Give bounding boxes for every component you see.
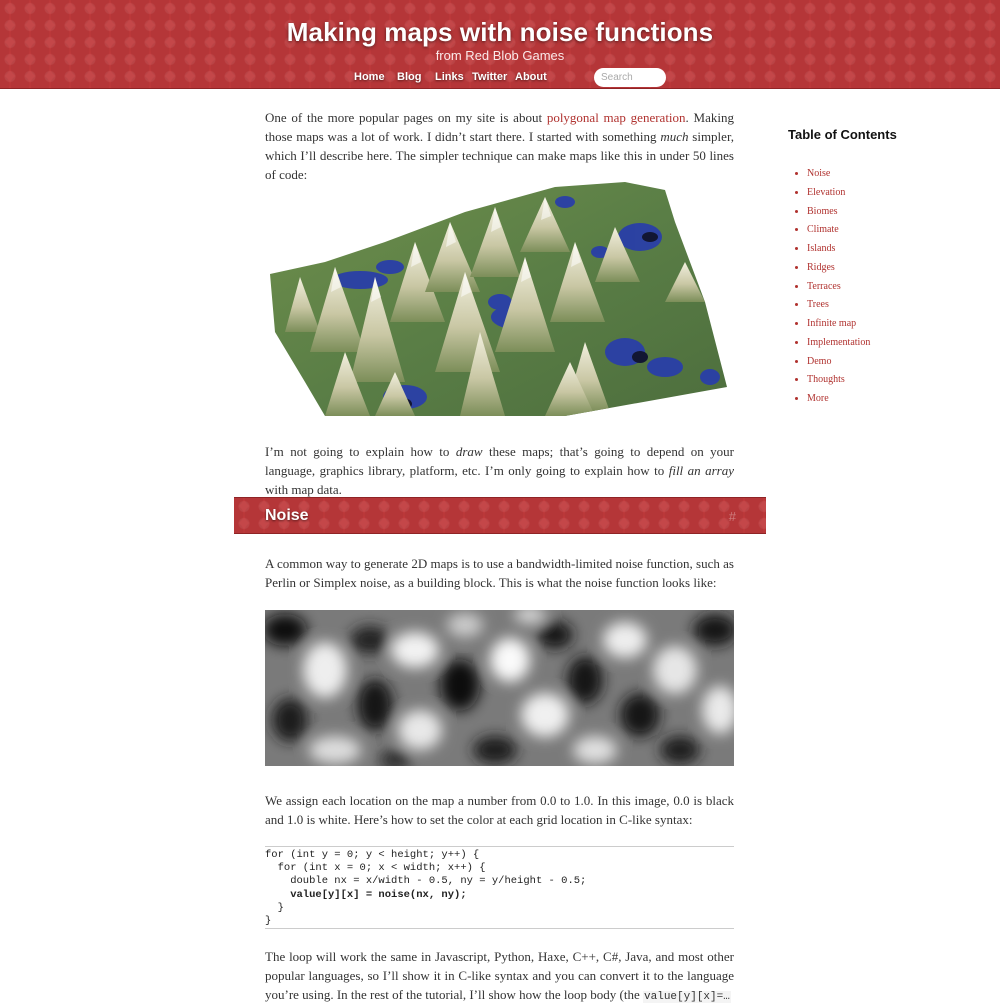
- toc-link-thoughts[interactable]: Thoughts: [807, 374, 845, 386]
- polygonal-map-link[interactable]: polygonal map generation: [546, 110, 686, 125]
- noise-intro-paragraph: A common way to generate 2D maps is to use a bandwidth-limited noise function, such as Perlin or Simplex noise, as a building block. This is what the noise function looks like:: [265, 556, 734, 590]
- draw-paragraph: I’m not going to explain how to draw these maps; that’s going to depend on your language, graphics library, platform, etc. I’m only going to explain how to fill an array with map data.: [265, 444, 734, 497]
- toc-item-noise: [807, 165, 870, 184]
- toc-item-biomes: [807, 203, 870, 222]
- value-range-paragraph: We assign each location on the map a number from 0.0 to 1.0. In this image, 0.0 is black and 1.0 is white. Here’s how to set the color at each grid location in C-like syntax:: [265, 793, 734, 827]
- nav-about[interactable]: About: [515, 71, 547, 83]
- noise-image: [265, 610, 734, 766]
- toc-link-trees[interactable]: Trees: [807, 299, 829, 311]
- toc-item-terraces: [807, 278, 870, 297]
- loop-paragraph: The loop will work the same in Javascript, Python, Haxe, C++, C#, Java, and most other popular languages, so I’ll show it in C-like syntax and you can convert it to the language you’re using. In the rest of the tutorial, I’ll show how the loop body (the value[y][x]=…: [265, 949, 734, 1003]
- toc-link-implementation[interactable]: Implementation: [807, 336, 871, 348]
- toc-item-trees: [807, 296, 870, 315]
- toc-item-implementation: [807, 334, 870, 353]
- toc-link-climate[interactable]: Climate: [807, 224, 839, 236]
- site-header: [0, 0, 1000, 89]
- site-title[interactable]: Making maps with noise functions: [286, 17, 714, 47]
- terrain-map-image: [265, 182, 734, 418]
- intro-paragraph: One of the more popular pages on my site is about polygonal map generation. Making those maps was a lot of work. I didn’t start there. I started with something much simpler, which I’ll describe here. The simpler technique can make maps like this in under 50 lines of code:: [265, 110, 735, 182]
- toc-link-infinite-map[interactable]: Infinite map: [807, 318, 857, 329]
- nav-twitter[interactable]: Twitter: [472, 71, 508, 83]
- toc-item-elevation: [807, 184, 870, 203]
- toc-item-islands: [807, 240, 870, 259]
- toc-link-elevation[interactable]: Elevation: [807, 186, 846, 198]
- toc-link-islands[interactable]: Islands: [807, 243, 836, 254]
- code-block: [265, 846, 734, 929]
- toc-item-climate: [807, 221, 870, 240]
- inline-code: value[y][x]=…: [644, 991, 730, 1003]
- nav-blog[interactable]: Blog: [397, 71, 422, 83]
- toc-item-more: [807, 390, 870, 409]
- site-subtitle[interactable]: from Red Blob Games: [435, 48, 565, 63]
- section-heading-noise: [234, 497, 766, 534]
- toc-item-demo: [807, 353, 870, 372]
- code-line: double nx = x/width - 0.5, ny = y/height - 0.5;: [265, 875, 587, 888]
- code-line: }: [265, 901, 284, 914]
- code-line: }: [265, 915, 272, 928]
- toc-item-ridges: [807, 259, 870, 278]
- toc-item-infinite-map: [807, 315, 870, 334]
- section-title: Noise: [265, 507, 309, 524]
- code-line-highlight: value[y][x] = noise(nx, ny);: [265, 888, 467, 901]
- nav-links[interactable]: Links: [435, 71, 464, 83]
- toc-link-demo[interactable]: Demo: [807, 355, 832, 367]
- code-line: for (int x = 0; x < width; x++) {: [265, 862, 486, 875]
- toc-link-ridges[interactable]: Ridges: [807, 261, 835, 273]
- search-input[interactable]: [594, 68, 666, 87]
- main-nav: [0, 71, 1000, 85]
- toc-link-more[interactable]: More: [807, 393, 829, 404]
- toc-item-thoughts: [807, 371, 870, 390]
- toc-list: [795, 165, 870, 409]
- toc-link-biomes[interactable]: Biomes: [807, 205, 838, 217]
- toc-link-noise[interactable]: Noise: [807, 168, 831, 179]
- toc-title: Table of Contents: [788, 127, 897, 142]
- code-line: for (int y = 0; y < height; y++) {: [265, 849, 480, 861]
- section-anchor-link[interactable]: #: [728, 509, 736, 524]
- toc-link-terraces[interactable]: Terraces: [807, 280, 841, 292]
- nav-home[interactable]: Home: [354, 71, 385, 83]
